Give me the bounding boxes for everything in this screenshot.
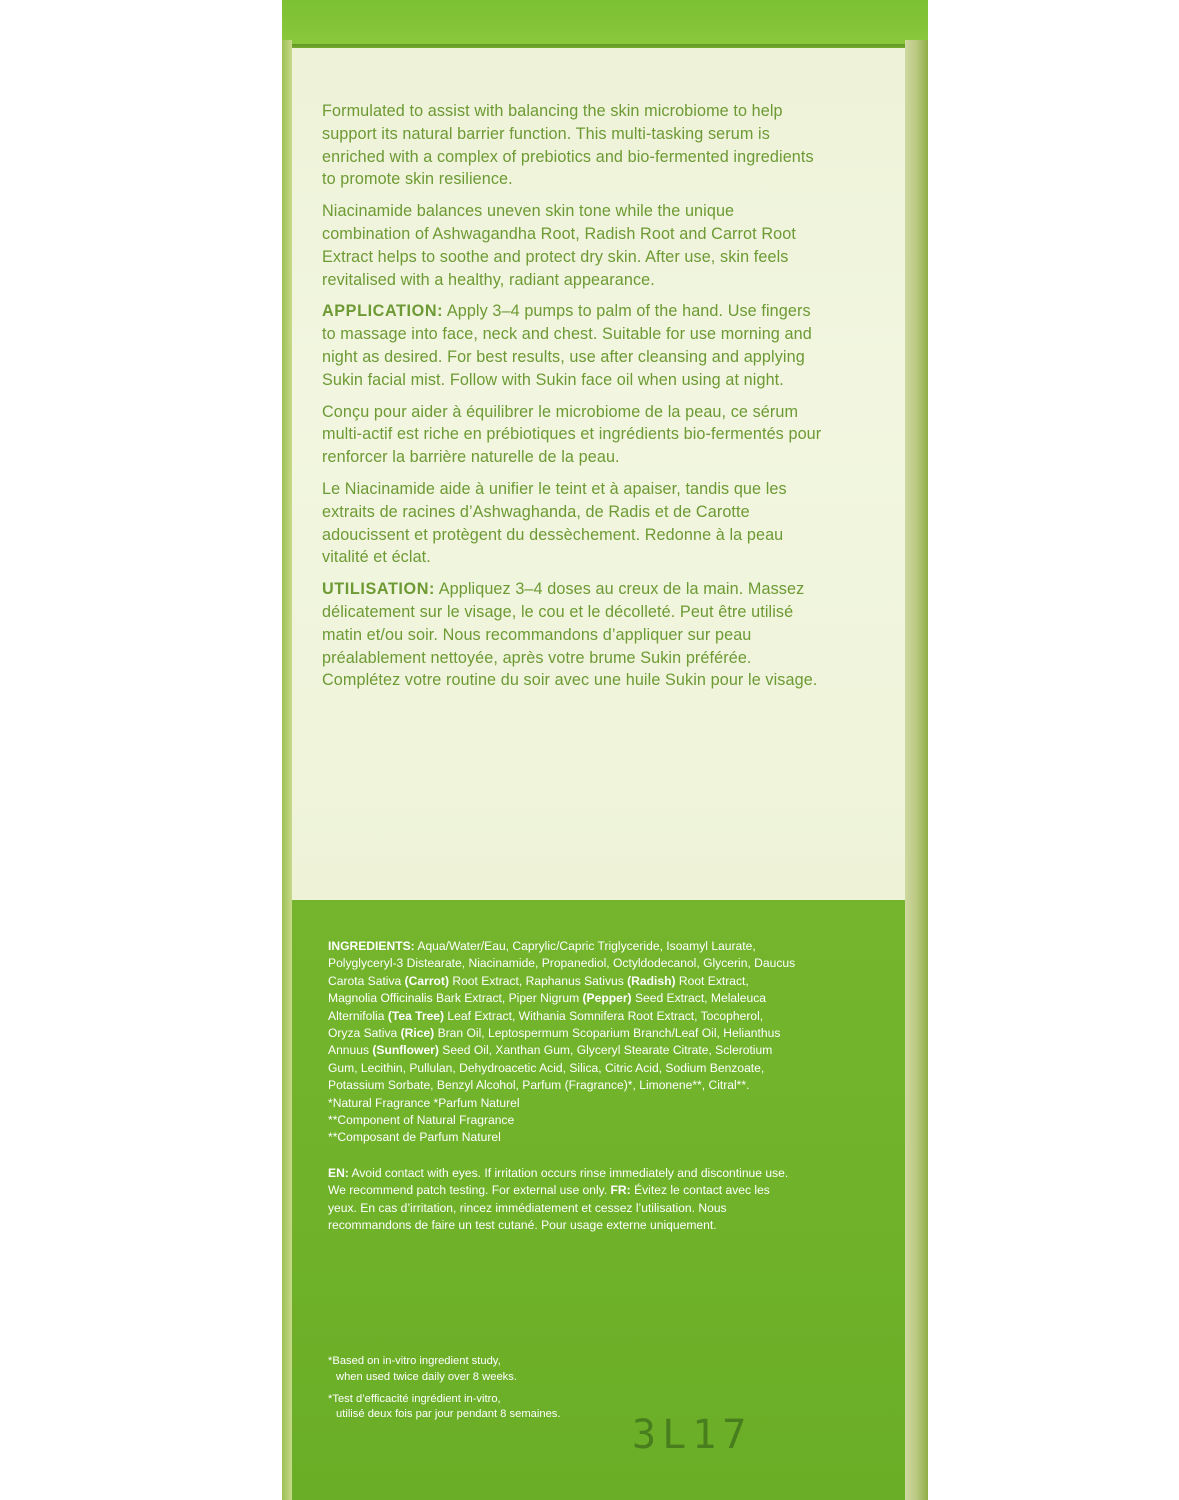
- ingredients-part: Seed Oil, Xanthan Gum, Glyceryl Stearate Citrate, Sclerotium Gum, Lecithin, Pullulan, Dehydroacetic Acid, Silica, Citric Acid, Sodium Benzoate, Potassium Sorbate, Benzyl Alcohol, Parfum (Fragrance)*, Limonene**, Citral**.: [328, 1043, 773, 1093]
- utilisation-text: Appliquez 3–4 doses au creux de la main. Massez délicatement sur le visage, le cou et le décolleté. Peut être utilisé matin et/ou soir. Nous recommandons d’appliquer sur peau préalablement nettoyée, après votre brume Sukin préférée. Complétez votre routine du soir avec une huile Sukin pour le visage.: [322, 580, 818, 690]
- utilisation-label: UTILISATION:: [322, 580, 436, 599]
- box-left-edge: [282, 40, 292, 1500]
- ingredients-highlight: (Tea Tree): [387, 1008, 445, 1023]
- utilisation-section: [322, 578, 822, 692]
- ingredients-list: [328, 938, 798, 1095]
- application-section: [322, 300, 822, 391]
- application-label: APPLICATION:: [322, 302, 444, 321]
- ingredients-part: Root Extract, Raphanus Sativus: [448, 973, 628, 988]
- footnote-fr-line-1: *Test d’efficacité ingrédient in-vitro,: [328, 1392, 501, 1405]
- footnote-fr-line-2: utilisé deux fois par jour pendant 8 semaines.: [336, 1408, 561, 1421]
- description-text: [322, 100, 822, 701]
- warning-en-text: Avoid contact with eyes. If irritation occurs rinse immediately and discontinue use. We recommend patch testing. For external use only.: [328, 1165, 789, 1198]
- description-paragraph-2: Niacinamide balances uneven skin tone while the unique combination of Ashwagandha Root, Radish Root and Carrot Root Extract helps to soothe and protect dry skin. After use, skin feels revitalised with a healthy, radiant appearance.: [322, 202, 796, 289]
- study-footnotes: [328, 1354, 628, 1423]
- ingredients-part: Aqua/Water/Eau, Caprylic/Capric Triglyceride, Isoamyl Laurate, Polyglyceryl-3 Distearate, Niacinamide, Propanediol, Octyldodecanol, Glycerin, Daucus Carota Sativa: [328, 939, 796, 988]
- description-fr-paragraph-2: Le Niacinamide aide à unifier le teint et à apaiser, tandis que les extraits de racines d’Ashwaghanda, de Radis et de Carotte adoucissent et protègent du dessèchement. Redonne à la peau vitalité et éclat.: [322, 479, 787, 567]
- ingredients-part: Root Extract, Magnolia Officinalis Bark Extract, Piper Nigrum: [328, 973, 749, 1006]
- warning-en-label: EN:: [328, 1165, 349, 1180]
- ingredients-part: Bran Oil, Leptospermum Scoparium Branch/Leaf Oil, Helianthus Annuus: [328, 1026, 781, 1058]
- ingredients-part: Seed Extract, Melaleuca Alternifolia: [328, 991, 767, 1023]
- footnote-en-line-2: when used twice daily over 8 weeks.: [336, 1370, 517, 1383]
- ingredients-highlight: (Sunflower): [372, 1043, 439, 1058]
- ingredients-label: INGREDIENTS:: [328, 939, 415, 953]
- batch-code: 3L17: [632, 1412, 753, 1458]
- footnote-en-line-1: *Based on in-vitro ingredient study,: [328, 1355, 501, 1367]
- ingredients-text: [328, 938, 798, 1235]
- description-paragraph-1: Formulated to assist with balancing the skin microbiome to help support its natural barrier function. This multi-tasking serum is enriched with a complex of prebiotics and bio-fermented ingredients to promote skin resilience.: [322, 102, 814, 189]
- warning-text: [328, 1165, 798, 1235]
- fragrance-note-2: **Component of Natural Fragrance: [328, 1113, 515, 1128]
- fragrance-note-1: *Natural Fragrance *Parfum Naturel: [328, 1095, 520, 1110]
- box-top-flap: [282, 0, 928, 48]
- fragrance-note-3: **Composant de Parfum Naturel: [328, 1130, 501, 1145]
- ingredients-part: Leaf Extract, Withania Somnifera Root Extract, Tocopherol, Oryza Sativa: [328, 1008, 764, 1041]
- ingredients-highlight: (Pepper): [582, 991, 632, 1006]
- warning-fr-text: Évitez le contact avec les yeux. En cas d’irritation, rincez immédiatement et cessez l’utilisation. Nous recommandons de faire un test cutané. Pour usage externe uniquement.: [328, 1183, 770, 1233]
- application-text: Apply 3–4 pumps to palm of the hand. Use fingers to massage into face, neck and chest. Suitable for use morning and night as desired. For best results, use after cleansing and applying Sukin facial mist. Follow with Sukin face oil when using at night.: [322, 302, 812, 389]
- warning-fr-label: FR:: [610, 1183, 631, 1198]
- ingredients-highlight: (Carrot): [404, 973, 449, 988]
- ingredients-highlight: (Radish): [627, 973, 676, 988]
- ingredients-highlight: (Rice): [400, 1026, 435, 1041]
- box-right-side: [905, 40, 928, 1500]
- description-fr-paragraph-1: Conçu pour aider à équilibrer le microbiome de la peau, ce sérum multi-actif est riche en prébiotiques et ingrédients bio-fermentés pour renforcer la barrière naturelle de la peau.: [322, 402, 822, 467]
